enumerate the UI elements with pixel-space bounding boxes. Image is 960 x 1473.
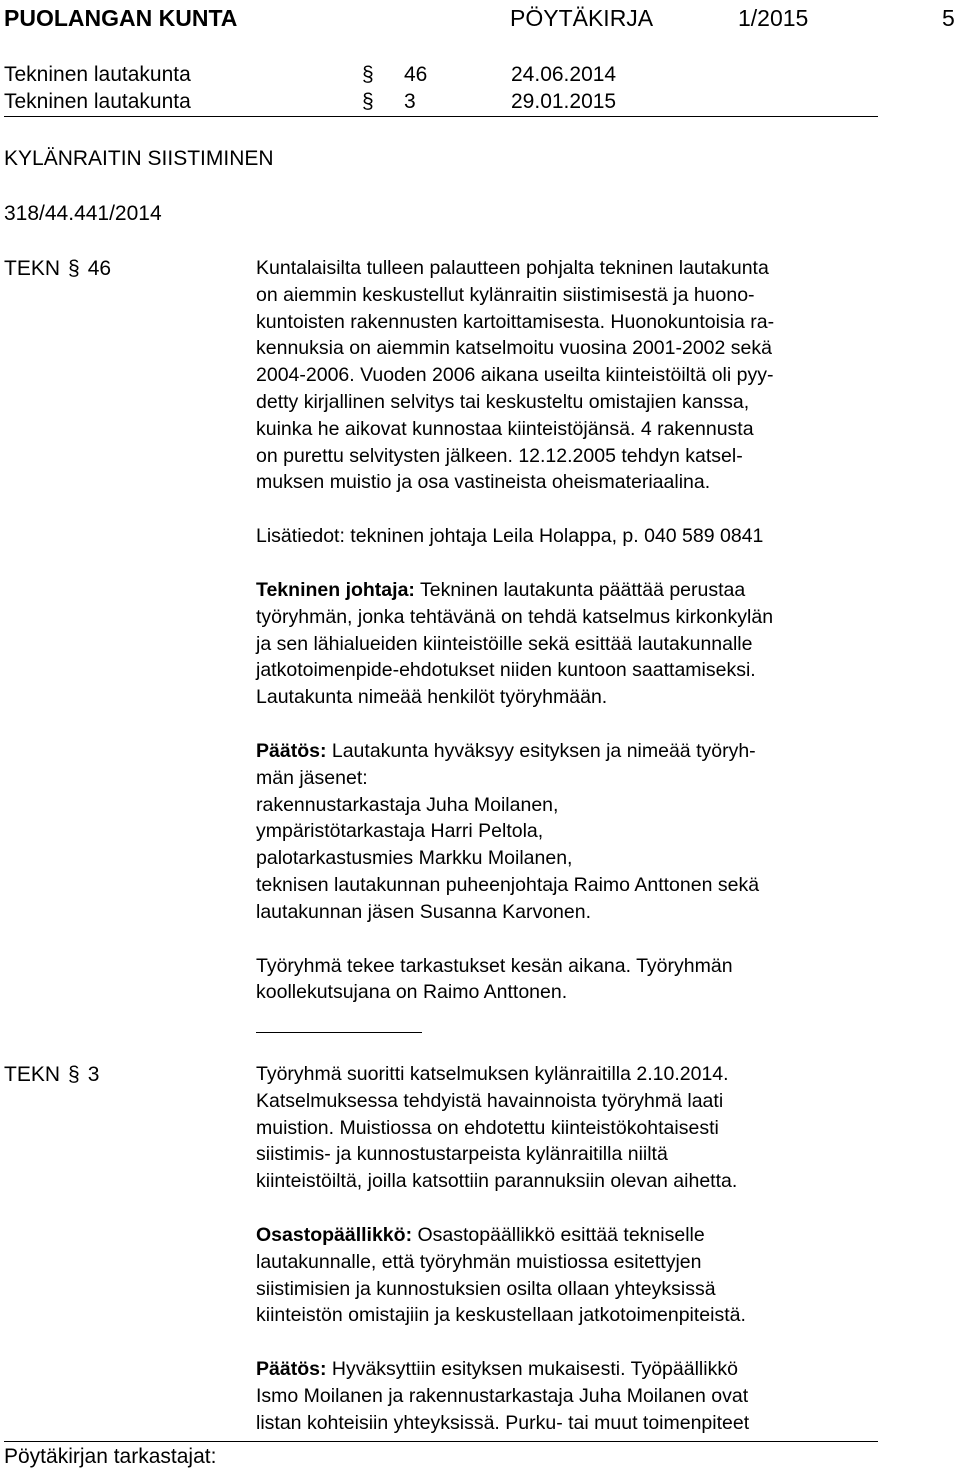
- body-line: Työryhmä tekee tarkastukset kesän aikana. Työryhmän: [256, 954, 733, 977]
- decision-label: Päätös:: [256, 1358, 327, 1381]
- body-line: Katselmuksessa tehdyistä havainnoista työryhmä laati: [256, 1089, 724, 1112]
- matter-reference: 318/44.441/2014: [4, 202, 162, 225]
- tekn-label: TEKN: [4, 1063, 61, 1086]
- body-line: ja sen lähialueiden kiinteistöille sekä esittää lautakunnalle: [256, 632, 753, 655]
- body-line: Ismo Moilanen ja rakennustarkastaja Juha Moilanen ovat: [256, 1384, 749, 1407]
- body-line: kuntoisten rakennusten kartoittamisesta. Huonokuntoisia ra-: [256, 310, 775, 333]
- document-type: PÖYTÄKIRJA: [510, 5, 654, 31]
- body-line: kennuksia on aiemmin katselmoitu vuosina 2001-2002 sekä: [256, 337, 772, 360]
- body-line: teknisen lautakunnan puheenjohtaja Raimo Anttonen sekä: [256, 873, 760, 896]
- meeting-date-2: 29.01.2015: [511, 90, 617, 113]
- body-line: ympäristötarkastaja Harri Peltola,: [256, 820, 544, 843]
- tekn-3-label: [4, 1062, 99, 1088]
- decision-line: Päätös: Lautakunta hyväksyy esityksen ja nimeää työryh-: [256, 739, 756, 762]
- body-line: kiinteistöiltä, joilla katsottiin parannuksiin olevan aihetta.: [256, 1170, 738, 1193]
- meeting-body-2: Tekninen lautakunta: [4, 90, 191, 113]
- body-line: män jäsenet:: [256, 766, 368, 789]
- meeting-date-1: 24.06.2014: [511, 63, 617, 86]
- matter-title: KYLÄNRAITIN SIISTIMINEN: [4, 147, 274, 170]
- body-line: lautakunnalle, että työryhmän muistiossa esitettyjen: [256, 1250, 702, 1273]
- body-line: 2004-2006. Vuoden 2006 aikana useilta kiinteistöiltä oli pyy-: [256, 364, 774, 387]
- tekn-46-label: [4, 256, 111, 282]
- body-line: muksen muistio ja osa vastineista oheismateriaalina.: [256, 471, 711, 494]
- document-number: 1/2015: [738, 5, 809, 31]
- meeting-section-1: 46: [404, 63, 428, 86]
- body-line: rakennustarkastaja Juha Moilanen,: [256, 793, 559, 816]
- footer-divider: [4, 1441, 878, 1442]
- body-line: jatkotoimenpide-ehdotukset niiden kuntoon saattamiseksi.: [256, 659, 756, 682]
- tekn-3-body: [256, 1061, 896, 1437]
- body-line: on aiemmin keskustellut kylänraitin siistimisestä ja huono-: [256, 283, 755, 306]
- body-line: kuinka he aikovat kunnostaa kiinteistöjänsä. 4 rakennusta: [256, 417, 754, 440]
- tekn-label: TEKN: [4, 257, 61, 280]
- organization-name: PUOLANGAN KUNTA: [4, 5, 238, 31]
- info-line: Lisätiedot: tekninen johtaja Leila Holappa, p. 040 589 0841: [256, 525, 764, 548]
- section-sign-icon: §: [68, 257, 80, 280]
- header-divider: [4, 116, 878, 117]
- section-sign-icon: §: [362, 63, 374, 86]
- body-line: lautakunnan jäsen Susanna Karvonen.: [256, 900, 592, 923]
- footer-label: Pöytäkirjan tarkastajat:: [4, 1445, 217, 1468]
- meeting-section-2: 3: [404, 90, 416, 113]
- proposal-line: Tekninen johtaja: Tekninen lautakunta päättää perustaa: [256, 578, 746, 601]
- body-line: koollekutsujana on Raimo Anttonen.: [256, 981, 568, 1004]
- section-sign-icon: §: [362, 90, 374, 113]
- body-line: Lautakunta nimeää henkilöt työryhmään.: [256, 686, 608, 709]
- section-sign-icon: §: [68, 1063, 80, 1086]
- body-line: Kuntalaisilta tulleen palautteen pohjalta tekninen lautakunta: [256, 257, 769, 279]
- body-line: siistimisien ja kunnostuksien osilta ollaan yhteyksissä: [256, 1277, 716, 1300]
- body-line: siistimis- ja kunnostustarpeista kylänraitilla niiltä: [256, 1143, 668, 1166]
- body-line: muistion. Muistiossa on ehdotettu kiinteistökohtaisesti: [256, 1116, 719, 1139]
- decision-label: Päätös:: [256, 739, 327, 762]
- section-separator: [256, 1032, 422, 1033]
- body-line: detty kirjallinen selvitys tai keskusteltu omistajien kanssa,: [256, 390, 750, 413]
- proposal-label: Osastopäällikkö:: [256, 1223, 413, 1246]
- body-line: työryhmän, jonka tehtävänä on tehdä katselmus kirkonkylän: [256, 605, 774, 628]
- body-line: listan kohteisiin yhteyksissä. Purku- tai muut toimenpiteet: [256, 1411, 750, 1434]
- proposal-line: Osastopäällikkö: Osastopäällikkö esittää tekniselle: [256, 1223, 705, 1246]
- decision-line: Päätös: Hyväksyttiin esityksen mukaisesti. Työpäällikkö: [256, 1358, 738, 1381]
- proposal-label: Tekninen johtaja:: [256, 578, 415, 601]
- tekn-number: 46: [87, 257, 112, 280]
- body-line: on purettu selvitysten jälkeen. 12.12.2005 tehdyn katsel-: [256, 444, 743, 467]
- meeting-body-1: Tekninen lautakunta: [4, 63, 191, 86]
- tekn-46-body: [256, 255, 896, 1006]
- body-line: Työryhmä suoritti katselmuksen kylänraitilla 2.10.2014.: [256, 1063, 729, 1085]
- body-line: palotarkastusmies Markku Moilanen,: [256, 847, 573, 870]
- page-number: 5: [942, 5, 955, 31]
- tekn-number: 3: [87, 1063, 100, 1086]
- body-line: kiinteistön omistajiin ja keskustellaan jatkotoimenpiteistä.: [256, 1304, 746, 1327]
